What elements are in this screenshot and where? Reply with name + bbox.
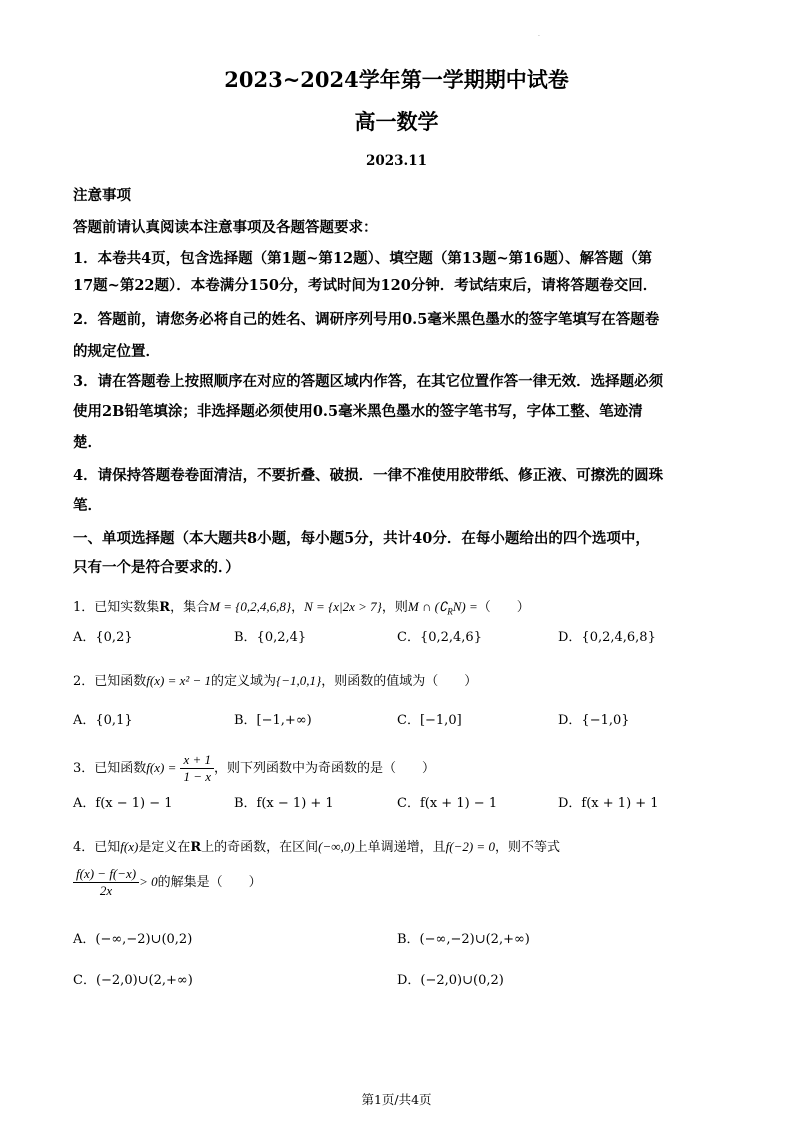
notice-item-2-line-1: 2．答题前，请您务必将自己的姓名、调研序列号用0.5毫米黑色墨水的签字笔填写在答题卷: [73, 311, 660, 328]
question-4-option-b: B．(−∞,−2)∪(2,+∞): [397, 932, 530, 947]
notice-item-3-line-3: 楚．: [73, 434, 102, 451]
question-3-option-d: D．f(x + 1) + 1: [558, 796, 659, 811]
question-4-option-c: C．(−2,0)∪(2,+∞): [73, 973, 193, 988]
notice-item-4-line-2: 笔．: [73, 497, 102, 514]
question-3-fraction: $\frac{x + 1}{1 - x}$: [180, 752, 214, 785]
question-4-option-a: A．(−∞,−2)∪(0,2): [73, 932, 193, 947]
notice-item-2-line-2: 的规定位置．: [73, 343, 160, 360]
subject-title: 高一数学: [354, 109, 439, 134]
question-1-option-c: C．{0,2,4,6}: [397, 630, 482, 645]
notice-item-1-line-1: 1．本卷共4页，包含选择题（第1题~第12题）、填空题（第13题~第16题）、解答题（第: [73, 250, 653, 267]
notice-item-4-line-1: 4．请保持答题卷卷面清洁，不要折叠、破损．一律不准使用胶带纸、修正液、可擦洗的圆珠: [73, 467, 664, 484]
question-3-option-c: C．f(x + 1) − 1: [397, 796, 498, 811]
question-3-stem: 3．已知函数f(x) = $\frac{x + 1}{1 - x}$ ，则下列函数中为奇函数的是（ ）: [73, 752, 436, 784]
question-2-stem: 2．已知函数f(x) = x² − 1的定义域为{−1,0,1}，则函数的值域为（ ）: [73, 673, 478, 689]
question-1-option-d: D．{0,2,4,6,8}: [558, 630, 656, 645]
scan-dot: .: [538, 31, 540, 38]
question-1-stem: 1．已知实数集R，集合M = {0,2,4,6,8}，N = {x|2x > 7}，则M ∩ $(∁_RN)$ =（ ）: [73, 599, 530, 617]
notice-item-3-line-2: 使用2B铅笔填涂；非选择题必须使用0.5毫米黑色墨水的签字笔书写，字体工整、笔迹清: [73, 403, 643, 420]
exam-date: 2023.11: [365, 153, 428, 169]
question-1-option-a: A．{0,2}: [73, 630, 133, 645]
question-2-option-d: D．{−1,0}: [558, 713, 630, 728]
question-4-stem-line-1: 4．已知f(x)是定义在R上的奇函数，在区间(−∞,0)上单调递增，且f(−2) = 0，则不等式: [73, 839, 560, 855]
question-2-option-b: B．[−1,+∞): [234, 713, 312, 728]
notice-intro: 答题前请认真阅读本注意事项及各题答题要求：: [73, 219, 378, 236]
question-4-option-d: D．(−2,0)∪(0,2): [397, 973, 504, 988]
question-2-option-c: C．[−1,0]: [397, 713, 462, 728]
section-1-heading-line-1: 一、单项选择题（本大题共8小题，每小题5分，共计40分．在每小题给出的四个选项中，: [73, 530, 650, 547]
question-2-option-a: A．{0,1}: [73, 713, 133, 728]
question-4-fraction: $\frac{f(x) - f(-x)}{2x}$: [73, 866, 139, 899]
question-1-option-b: B．{0,2,4}: [234, 630, 307, 645]
notice-item-3-line-1: 3．请在答题卷上按照顺序在对应的答题区域内作答，在其它位置作答一律无效．选择题必须: [73, 373, 664, 390]
notice-heading: 注意事项: [73, 187, 131, 204]
notice-item-1-line-2: 17题~第22题）．本卷满分150分，考试时间为120分钟．考试结束后，请将答题卷交回．: [73, 277, 658, 294]
question-3-option-b: B．f(x − 1) + 1: [234, 796, 334, 811]
question-3-option-a: A．f(x − 1) − 1: [73, 796, 173, 811]
section-1-heading-line-2: 只有一个是符合要求的．）: [73, 559, 240, 576]
exam-title: 2023~2024学年第一学期期中试卷: [224, 67, 569, 92]
question-4-stem-line-2: $\frac{f(x) - f(-x)}{2x}$ > 0的解集是（ ）: [73, 866, 262, 899]
page-footer: 第1页/共4页: [361, 1092, 432, 1107]
